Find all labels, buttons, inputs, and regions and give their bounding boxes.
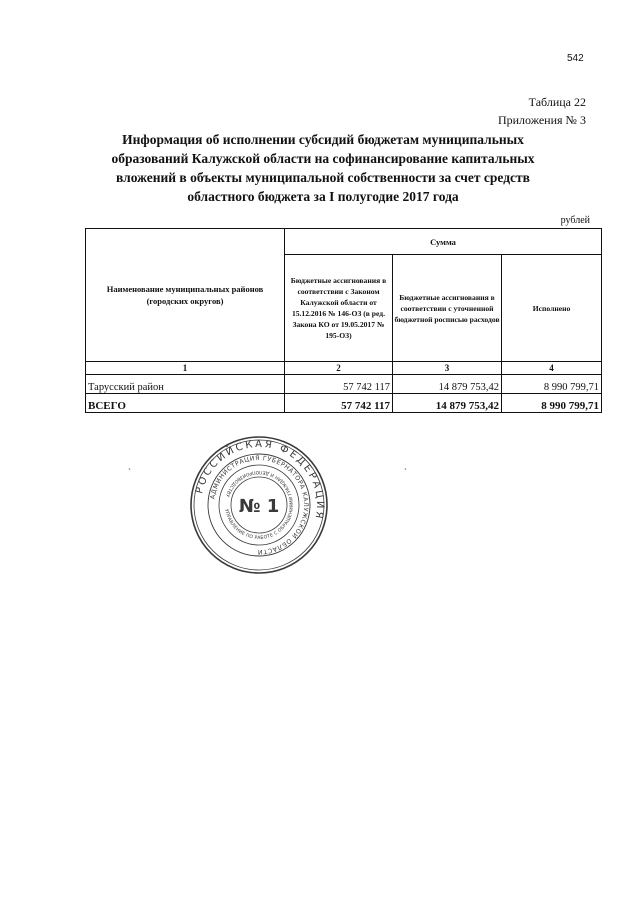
stray-mark: ˏ [128,460,131,470]
refined-allocation-value: 14 879 753,42 [393,375,502,394]
seal-outer-text: РОССИЙСКАЯ ФЕДЕРАЦИЯ [194,438,326,522]
table-reference [498,93,586,129]
total-label: ВСЕГО [86,394,285,413]
column-header-refined-allocations: Бюджетные ассигнования в соответствии с уточненной бюджетной росписью расходов [393,255,502,362]
column-number: 1 [86,362,285,375]
column-header-name: Наименование муниципальных районов (городских округов) [86,229,285,362]
document-title: Информация об исполнении субсидий бюджетам муниципальных образований Калужской области на софинансирование капитальных вложений в объекты муниципальной собственности за счет средств областного бюджета за I полугодие 2017 года [111,132,535,204]
official-seal-stamp [188,434,330,576]
total-law-allocation: 57 742 117 [285,394,393,413]
stray-mark: ˏ [404,460,407,470]
appendix-label: Приложения № 3 [497,113,586,127]
units-label: рублей [560,215,590,226]
column-number: 4 [502,362,602,375]
table-row [86,375,602,394]
total-row [86,394,602,413]
page-number: 542 [567,53,584,64]
budget-table [85,228,602,413]
column-number: 2 [285,362,393,375]
column-number: 3 [393,362,502,375]
column-header-sum: Сумма [285,229,602,255]
column-header-law-allocations: Бюджетные ассигнования в соответствии с Законом Калужской области от 15.12.2016 № 146-ОЗ (в ред. Закона КО от 19.05.2017 № 195-ОЗ) [285,255,393,362]
column-header-executed: Исполнено [502,255,602,362]
executed-value: 8 990 799,71 [502,375,602,394]
total-executed: 8 990 799,71 [502,394,602,413]
seal-inner-text: УПРАВЛЕНИЕ ПО РАБОТЕ С ОБРАЩЕНИЯМИ ГРАЖДАН И ДЕЛОПРОИЗВОДСТВУ [223,468,296,542]
table-label: Таблица 22 [528,95,586,109]
total-refined-allocation: 14 879 753,42 [393,394,502,413]
seal-center-number: № 1 [238,496,280,517]
law-allocation-value: 57 742 117 [285,375,393,394]
district-name: Тарусский район [86,375,285,394]
seal-middle-text: АДМИНИСТРАЦИЯ ГУБЕРНАТОРА КАЛУЖСКОЙ ОБЛАСТИ [209,454,310,556]
